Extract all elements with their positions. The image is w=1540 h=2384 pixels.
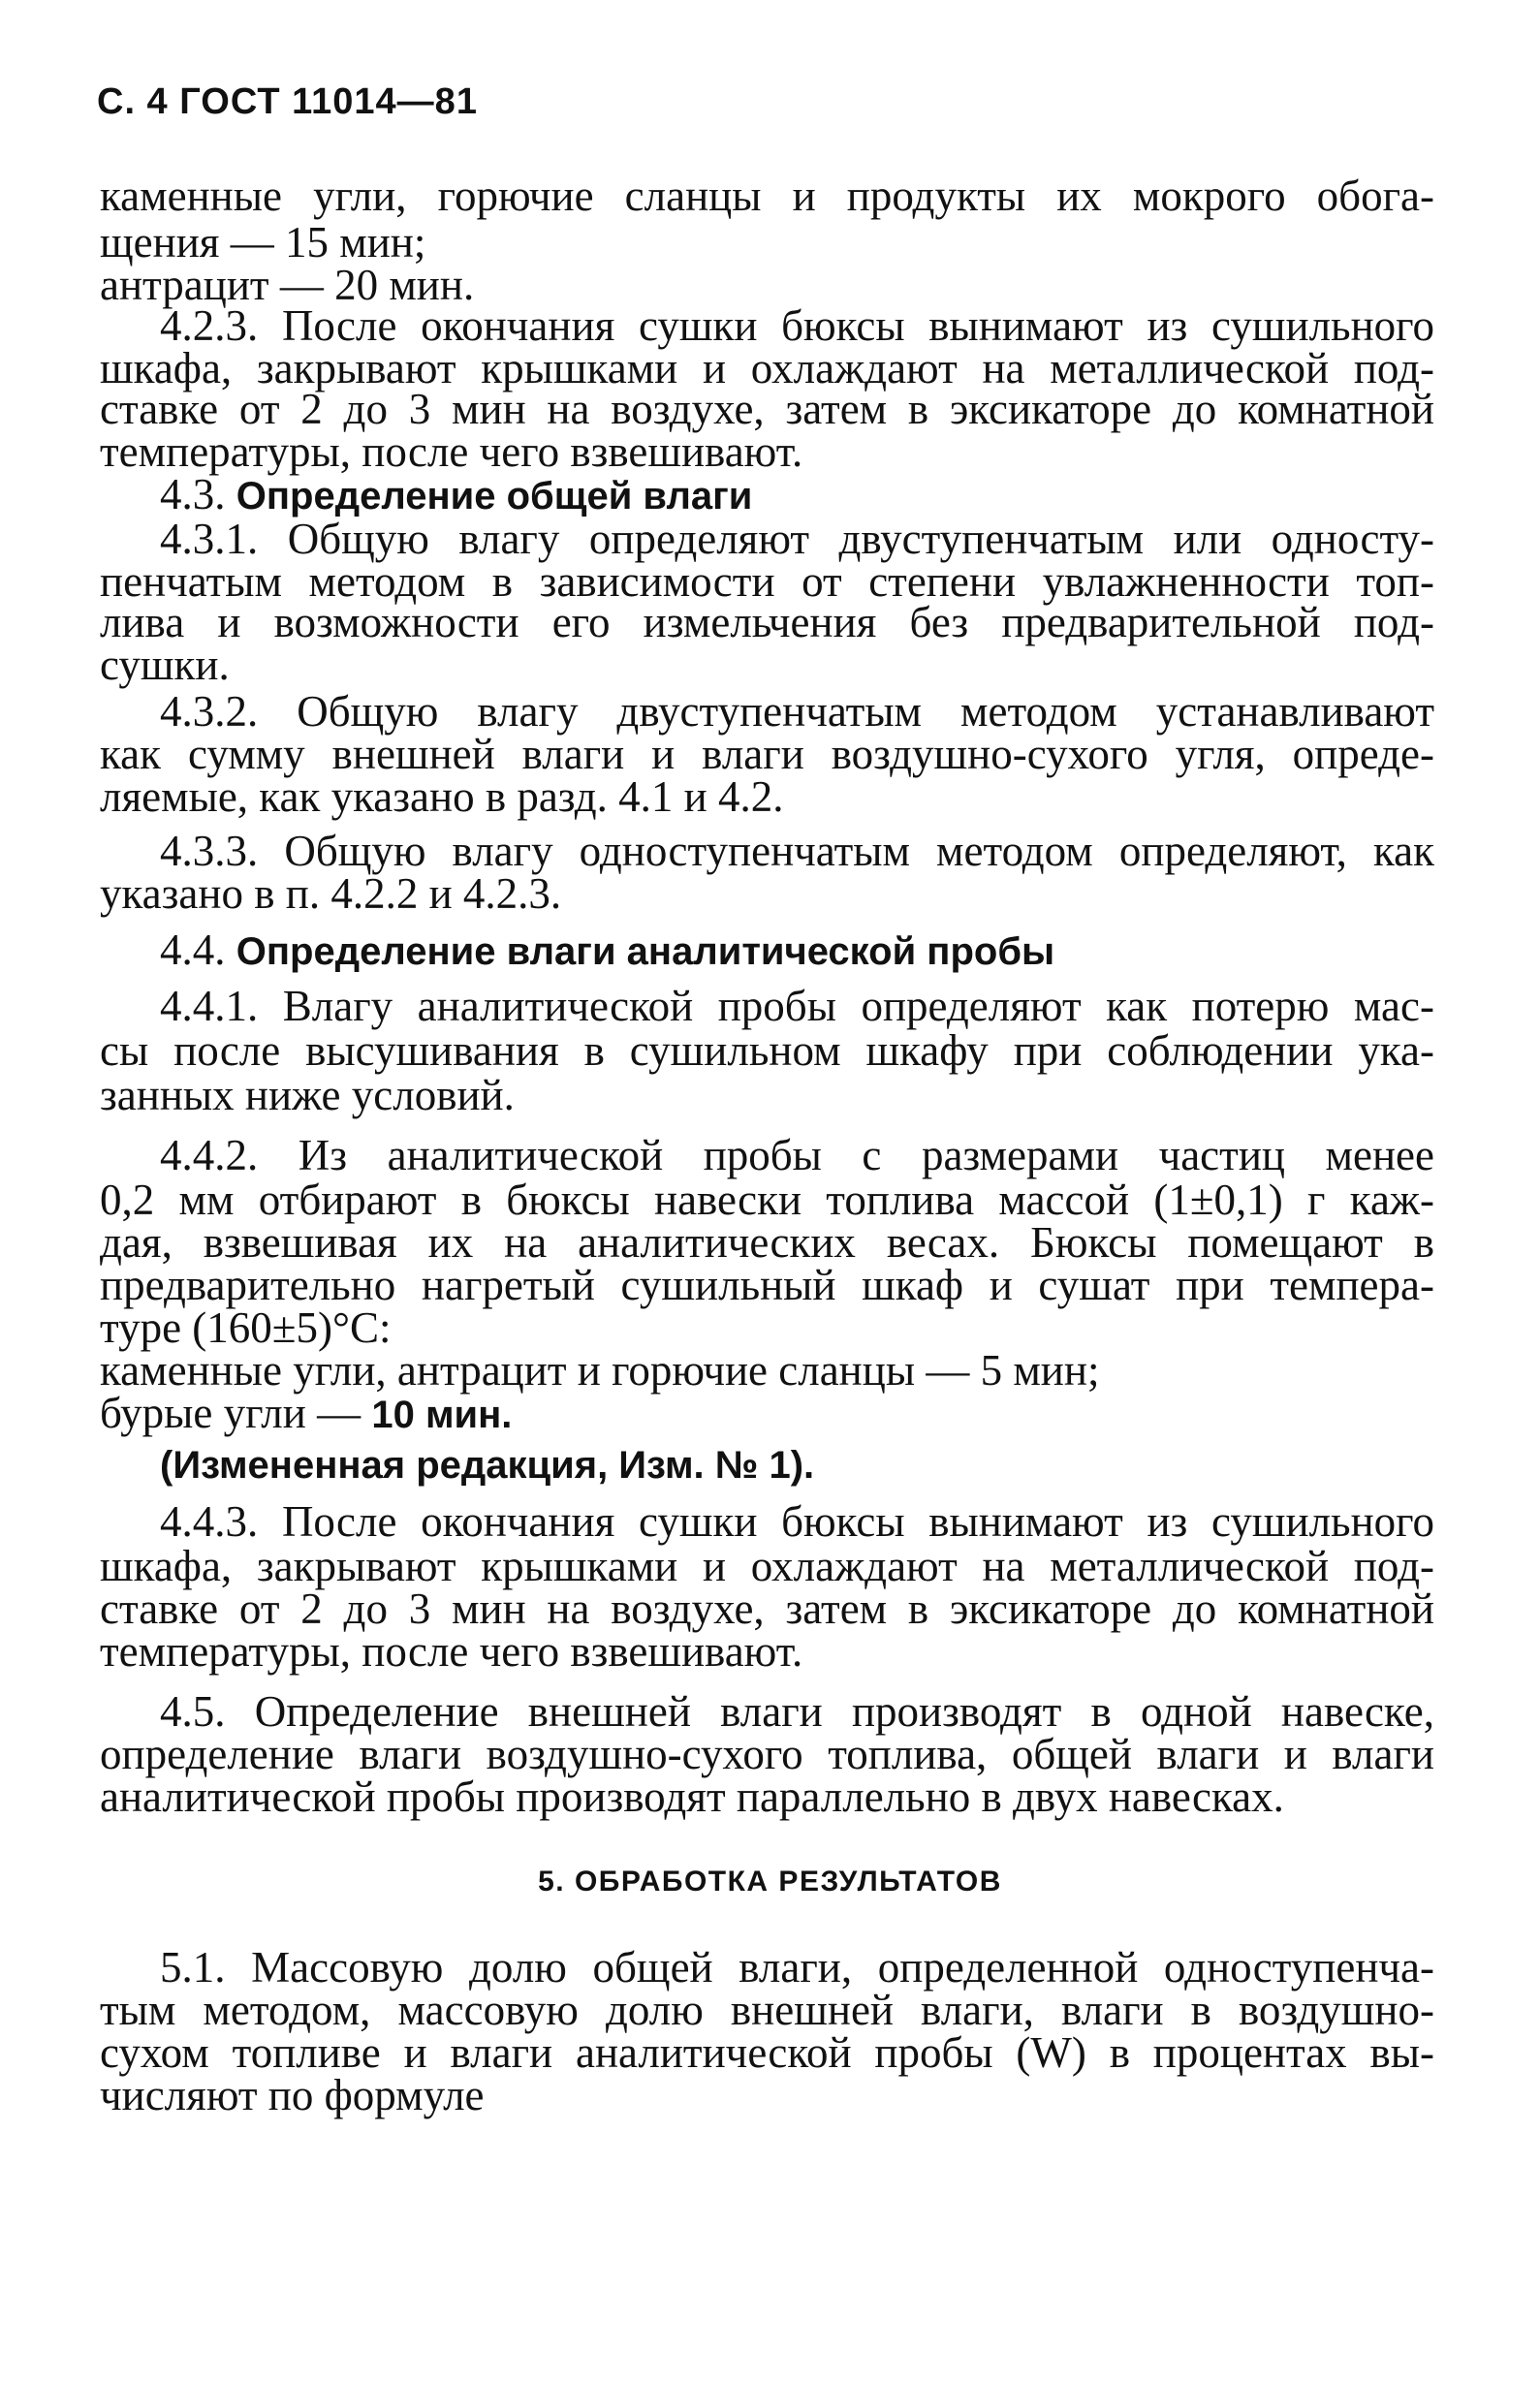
text-line: щения — 15 мин; — [100, 218, 426, 267]
text-line: лива и возможности его измельчения без предварительной под- — [100, 598, 1434, 646]
text-line: сушки. — [100, 641, 230, 689]
text-line: шкафа, закрывают крышками и охлаждают на металлической под- — [100, 1542, 1434, 1590]
text-line: как сумму внешней влаги и влаги воздушно-сухого угля, опреде- — [100, 730, 1434, 778]
subsection-number: 4.4. — [160, 925, 226, 974]
text-line: указано в п. 4.2.2 и 4.2.3. — [100, 869, 562, 918]
text-line — [100, 1388, 1434, 1438]
text-line: тым методом, массовую долю внешней влаги, влаги в воздушно- — [100, 1986, 1434, 2034]
subsection-heading-4-3 — [160, 469, 1434, 519]
section-heading: 5. ОБРАБОТКА РЕЗУЛЬТАТОВ — [538, 1866, 1002, 1898]
text-line: сы после высушивания в сушильном шкафу при соблюдении ука- — [100, 1026, 1434, 1075]
amendment-note: (Измененная редакция, Изм. № 1). — [160, 1444, 815, 1487]
subsection-title: Определение влаги аналитической пробы — [236, 930, 1055, 973]
text-line: антрацит — 20 мин. — [100, 261, 475, 309]
text-line: 4.3.3. Общую влагу одноступенчатым методом определяют, как — [160, 827, 1434, 875]
text-fragment: бурые угли — — [100, 1389, 372, 1437]
text-line: сухом топливе и влаги аналитической пробы (W) в процентах вы- — [100, 2028, 1434, 2077]
text-line: 4.4.3. После окончания сушки бюксы вынимают из сушильного — [160, 1497, 1434, 1546]
text-fragment-bold: 10 мин. — [371, 1394, 513, 1436]
text-line: пенчатым методом в зависимости от степени увлажненности топ- — [100, 557, 1434, 606]
text-line: определение влаги воздушно-сухого топлива, общей влаги и влаги — [100, 1730, 1434, 1778]
text-line: каменные угли, антрацит и горючие сланцы — 5 мин; — [100, 1346, 1100, 1395]
text-line: 4.2.3. После окончания сушки бюксы вынимают из сушильного — [160, 301, 1434, 350]
text-line: занных ниже условий. — [100, 1071, 515, 1119]
text-line: 4.4.2. Из аналитической пробы с размерами частиц менее — [160, 1131, 1434, 1179]
text-line: ставке от 2 до 3 мин на воздухе, затем в эксикаторе до комнатной — [100, 1584, 1434, 1633]
text-line: 4.3.1. Общую влагу определяют двуступенчатым или односту- — [160, 515, 1434, 563]
text-line: ляемые, как указано в разд. 4.1 и 4.2. — [100, 772, 784, 821]
text-line: 5.1. Массовую долю общей влаги, определенной одноступенча- — [160, 1943, 1434, 1992]
text-line: каменные угли, горючие сланцы и продукты их мокрого обога- — [100, 172, 1434, 220]
text-line: шкафа, закрывают крышками и охлаждают на металлической под- — [100, 344, 1434, 392]
text-line: температуры, после чего взвешивают. — [100, 427, 803, 476]
text-line: туре (160±5)°С: — [100, 1303, 392, 1352]
text-line: дая, взвешивая их на аналитических весах. Бюксы помещают в — [100, 1218, 1434, 1267]
text-line: температуры, после чего взвешивают. — [100, 1627, 803, 1676]
text-line: 4.4.1. Влагу аналитической пробы определяют как потерю мас- — [160, 982, 1434, 1030]
text-line: ставке от 2 до 3 мин на воздухе, затем в эксикаторе до комнатной — [100, 385, 1434, 433]
text-line: числяют по формуле — [100, 2071, 485, 2119]
subsection-heading-4-4 — [160, 925, 1434, 975]
subsection-title: Определение общей влаги — [236, 475, 753, 518]
text-line: 0,2 мм отбирают в бюксы навески топлива массой (1±0,1) г каж- — [100, 1176, 1434, 1224]
text-line: 4.3.2. Общую влагу двуступенчатым методом устанавливают — [160, 687, 1434, 736]
text-line: 4.5. Определение внешней влаги производят в одной навеске, — [160, 1687, 1434, 1736]
running-head: С. 4 ГОСТ 11014—81 — [97, 81, 478, 122]
subsection-number: 4.3. — [160, 470, 226, 518]
text-line: аналитической пробы производят параллельно в двух навесках. — [100, 1772, 1284, 1821]
text-line: предварительно нагретый сушильный шкаф и сушат при темпера- — [100, 1261, 1434, 1309]
